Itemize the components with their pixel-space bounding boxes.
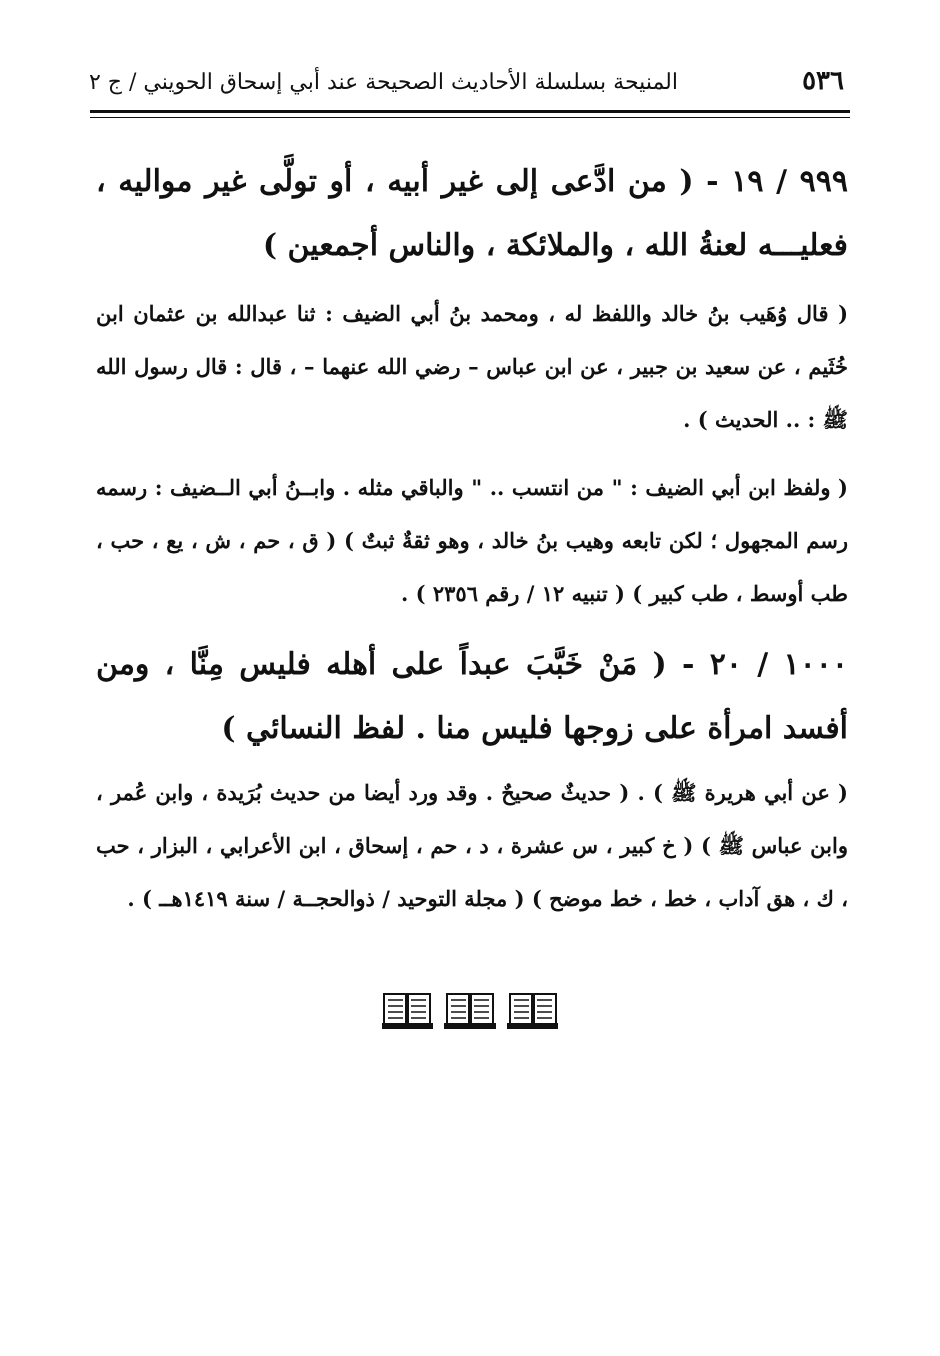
open-book-icon [508, 994, 558, 1028]
hadith-1000-sources-note: ( عن أبي هريرة ﷺ ) . ( حديثٌ صحيحٌ . وقد ورد أيضا من حديث بُرَيدة ، وابن عُمر ، وابن عباس ﷺ ) ( خ كبير ، س عشرة ، د ، حم ، إسحاق ، ابن الأعرابي ، البزار ، حب ، ك ، هق آداب ، خط ، خط موضح ) ( مجلة التوحيد / ذوالحجــة / سنة ١٤١٩هــ ) . [96, 780, 848, 911]
running-head [90, 62, 850, 106]
hadith-999-sources-note: ( ولفظ ابن أبي الضيف : " من انتسب .. " والباقي مثله . وابــنُ أبي الــضيف : رسمه رسم المجهول ؛ لكن تابعه وهيب بنُ خالد ، وهو ثقةٌ ثبتٌ ) ( ق ، حم ، ش ، يع ، حب ، طب أوسط ، طب كبير ) ( تنبيه ١٢ / رقم ٢٣٥٦ ) . [96, 475, 848, 606]
book-title: المنيحة بسلسلة الأحاديث الصحيحة عند أبي إسحاق الحويني / ج ٢ [88, 70, 678, 95]
page-number: ٥٣٦ [802, 66, 844, 96]
open-book-icon [382, 994, 432, 1028]
open-book-icon [445, 994, 495, 1028]
end-ornament [382, 990, 558, 1030]
header-rule-thick [90, 110, 850, 113]
hadith-1000-heading: ١٠٠٠ / ٢٠ - ( مَنْ خَبَّبَ عبداً على أهله فليس مِنَّا ، ومن أفسد امرأة على زوجها فليس منا . لفظ النسائي ) [96, 647, 848, 746]
hadith-999-heading: ٩٩٩ / ١٩ - ( من ادَّعى إلى غير أبيه ، أو تولَّى غير مواليه ، فعليـــه لعنةُ الله ، والملائكة ، والناس أجمعين ) [96, 164, 848, 263]
header-rule-thin [90, 117, 850, 118]
hadith-999-chain-note: ( قال وُهَيب بنُ خالد واللفظ له ، ومحمد بنُ أبي الضيف : ثنا عبدالله بن عثمان ابن خُثَيم ، عن سعيد بن جبير ، عن ابن عباس – رضي الله عنهما – ، قال : قال رسول الله ﷺ : .. الحديث ) . [96, 301, 848, 432]
